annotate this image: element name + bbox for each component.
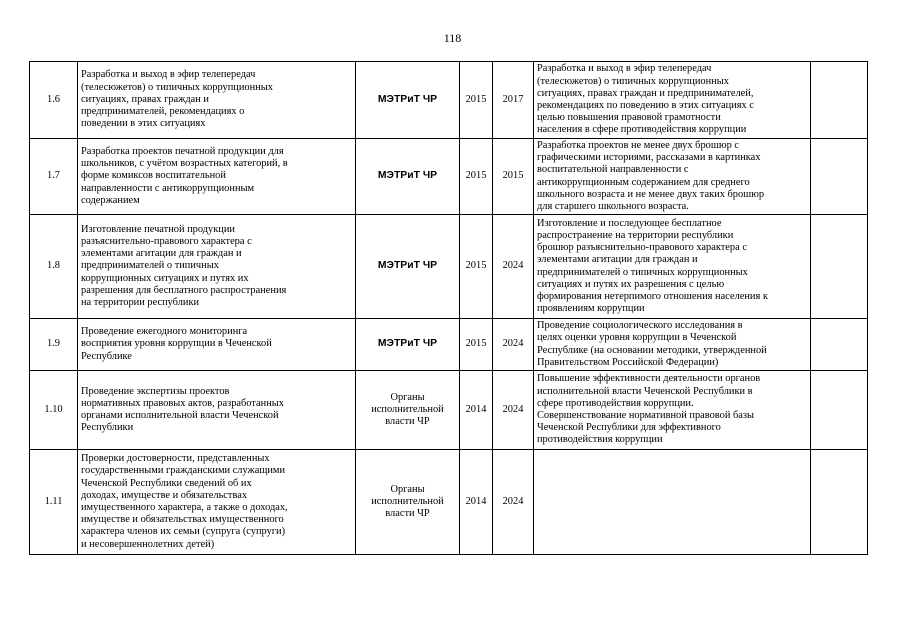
row-number: 1.8 — [30, 215, 78, 319]
note-cell — [811, 450, 868, 555]
executor: МЭТРиТ ЧР — [356, 62, 460, 139]
expected-result: Повышение эффективности деятельности органов исполнительной власти Чеченской Республики в сфере противодействия коррупции. Совершенствование нормативной правовой базы Чеченской Республики для эффективного противодействия коррупции — [534, 371, 811, 450]
table-row — [30, 319, 868, 371]
end-year: 2024 — [493, 371, 534, 450]
start-year: 2015 — [460, 215, 493, 319]
note-cell — [811, 215, 868, 319]
measure-name: Проведение ежегодного мониторинга восприятия уровня коррупции в Чеченской Республике — [78, 319, 356, 371]
table-row — [30, 62, 868, 139]
end-year: 2015 — [493, 139, 534, 215]
expected-result: Проведение социологического исследования в целях оценки уровня коррупции в Чеченской Республике (на основании методики, утвержденной Правительством Российской Федерации) — [534, 319, 811, 371]
end-year: 2024 — [493, 450, 534, 555]
note-cell — [811, 139, 868, 215]
start-year: 2015 — [460, 62, 493, 139]
measure-name: Изготовление печатной продукции разъяснительно-правового характера с элементами агитации для граждан и предпринимателей о типичных коррупционных ситуациях и путях их разрешения для бесплатного распространения на территории республики — [78, 215, 356, 319]
row-number: 1.10 — [30, 371, 78, 450]
measure-name: Разработка и выход в эфир телепередач (телесюжетов) о типичных коррупционных ситуациях, правах граждан и предпринимателей, рекомендациях о поведении в этих ситуациях — [78, 62, 356, 139]
start-year: 2014 — [460, 450, 493, 555]
end-year: 2024 — [493, 215, 534, 319]
executor: МЭТРиТ ЧР — [356, 215, 460, 319]
table-row — [30, 215, 868, 319]
table-row — [30, 371, 868, 450]
row-number: 1.6 — [30, 62, 78, 139]
executor: Органы исполнительной власти ЧР — [356, 450, 460, 555]
expected-result: Изготовление и последующее бесплатное распространение на территории республики брошюр разъяснительно-правового характера с элементами агитации для граждан и предпринимателей о типичных коррупционных ситуациях и путях их разрешения с целью формирования нетерпимого отношения населения к проявлениям коррупции — [534, 215, 811, 319]
expected-result: Разработка проектов не менее двух брошюр с графическими историями, рассказами в картинках воспитательной направленности с антикоррупционным содержанием для среднего школьного возраста и не менее двух таких брошюр для старшего школьного возраста. — [534, 139, 811, 215]
row-number: 1.9 — [30, 319, 78, 371]
measure-name: Разработка проектов печатной продукции для школьников, с учётом возрастных категорий, в форме комиксов воспитательной направленности с антикоррупционным содержанием — [78, 139, 356, 215]
executor: МЭТРиТ ЧР — [356, 319, 460, 371]
start-year: 2015 — [460, 319, 493, 371]
note-cell — [811, 319, 868, 371]
executor: Органы исполнительной власти ЧР — [356, 371, 460, 450]
note-cell — [811, 371, 868, 450]
page-number: 118 — [443, 31, 462, 45]
measure-name: Проверки достоверности, представленных государственными гражданскими служащими Чеченской Республики сведений об их доходах, имуществе и обязательствах имущественного характера, а также о доходах, имуществе и обязательствах имущественного характера членов их семьи (супруга (супруги) и несовершеннолетних детей) — [78, 450, 356, 555]
note-cell — [811, 62, 868, 139]
end-year: 2024 — [493, 319, 534, 371]
start-year: 2014 — [460, 371, 493, 450]
table-row — [30, 450, 868, 555]
executor: МЭТРиТ ЧР — [356, 139, 460, 215]
expected-result: Разработка и выход в эфир телепередач (телесюжетов) о типичных коррупционных ситуациях, правах граждан и предпринимателей, рекомендациях по поведению в этих ситуациях с целью повышения правовой грамотности населения в сфере противодействия коррупции — [534, 62, 811, 139]
start-year: 2015 — [460, 139, 493, 215]
table-row — [30, 139, 868, 215]
measure-name: Проведение экспертизы проектов нормативных правовых актов, разработанных органами исполнительной власти Чеченской Республики — [78, 371, 356, 450]
measures-table — [29, 61, 868, 555]
row-number: 1.7 — [30, 139, 78, 215]
row-number: 1.11 — [30, 450, 78, 555]
expected-result — [534, 450, 811, 555]
end-year: 2017 — [493, 62, 534, 139]
